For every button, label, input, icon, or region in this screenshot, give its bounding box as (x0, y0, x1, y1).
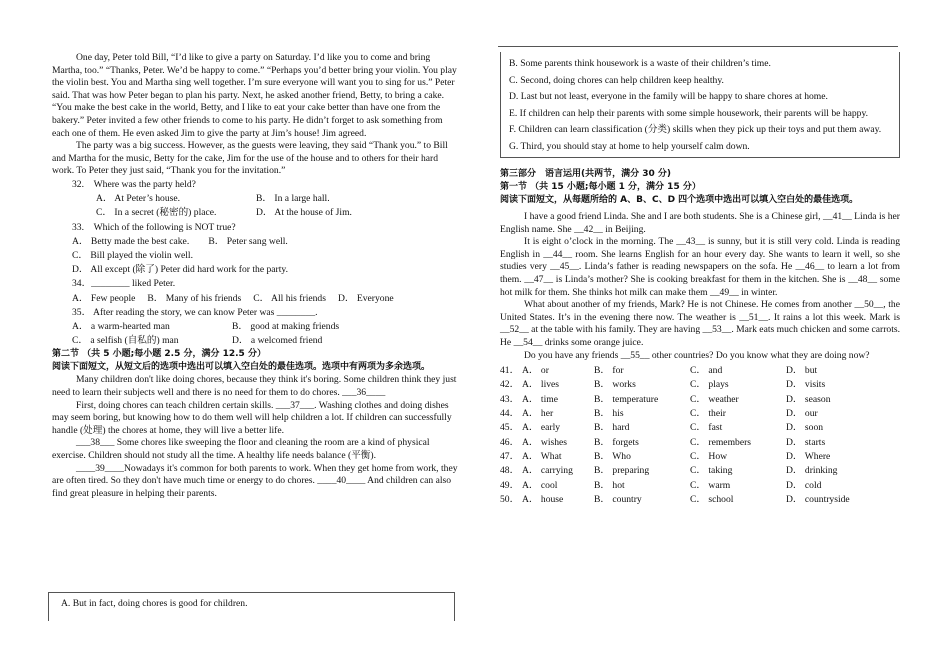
answer-option: D． visits (786, 379, 826, 391)
answer-option: B． forgets (594, 436, 639, 448)
answer-row (500, 450, 900, 464)
option-c: C. Second, doing chores can help children keep healthy. (509, 74, 724, 86)
answer-row (500, 493, 900, 507)
answer-option: A． time (522, 393, 558, 405)
answer-option: B． works (594, 379, 636, 391)
part-3-title: 第三部分 语言运用(共两节，满分 30 分) (500, 169, 672, 179)
part-3-instructions: 阅读下面短文，从每题所给的 A、B、C、D 四个选项中选出可以填入空白处的最佳选项。 (500, 195, 859, 205)
answer-option: A． or (522, 365, 549, 377)
option-b: B. Some parents think housework is a waste of their children’s time. (509, 58, 771, 69)
answer-option: A． her (522, 408, 554, 420)
section-2-title: 第二节 （共 5 小题;每小题 2.5 分，满分 12.5 分） (52, 349, 266, 360)
answer-row (500, 479, 900, 493)
option-f: F. Children can learn classification (分类) skills when they pick up their toys and put them away. (509, 124, 882, 135)
answer-option: D． but (786, 365, 818, 377)
answer-option: B． hard (594, 422, 630, 434)
answer-option: A． What (522, 450, 562, 462)
question-32: 32. Where was the party held? (72, 178, 196, 190)
passage-paragraph: One day, Peter told Bill, “I’d like to give a party on Saturday. I’d like you to come and bring Martha, too.” “Thanks, Peter. We’d be happy to come.” “Perhaps you’d better bring your violin. You play the violin best. You and Martha sing well together. I’m sure everyone will want you to sing for us.” Peter said. That was how Peter began to plan his party. Next, he asked another friend, Betty, to bring a cake. “You make the best cake in the world, Betty, and I like to eat your cake better than have one from the bakery.” Peter invited a few other friends to come to his party. He didn’t forget to ask something from each one of them. He even asked Jim to give the party at Jim’s house! Jim agreed. (52, 52, 457, 139)
left-column (52, 52, 460, 500)
question-34: 34．________ liked Peter. (72, 278, 176, 290)
question-number: 49． (500, 479, 520, 491)
cloze-passage (500, 211, 900, 362)
part-3-section-1-title: 第一节 （共 15 小题;每小题 1 分，满分 15 分） (500, 182, 701, 192)
answer-row (500, 378, 900, 392)
option: A． Betty made the best cake. B． Peter sang well. (72, 235, 288, 247)
answer-option: B． temperature (594, 393, 659, 405)
answer-option: C． weather (690, 393, 739, 405)
answer-option: C． plays (690, 379, 729, 391)
answer-option: C． remembers (690, 436, 752, 448)
question-number: 48． (500, 465, 520, 477)
answer-option: C． school (690, 493, 734, 505)
answer-option: B． country (594, 493, 642, 505)
q35-options-ab (52, 320, 460, 334)
option: C． In a secret (秘密的) place. (96, 207, 217, 219)
question-35: 35． After reading the story, we can know Peter was ________. (72, 306, 318, 318)
passage-paragraph: First, doing chores can teach children certain skills. ___37___. Washing clothes and doing dishes may seem boring, but knowing how to do them well will help children a lot. If children can successfully handle (处理) the chores at home, they will live a better life. (52, 399, 452, 436)
answer-row (500, 407, 900, 421)
option-g: G. Third, you should stay at home to help yourself calm down. (509, 140, 750, 152)
answer-option: A． cool (522, 479, 558, 491)
option: D． At the house of Jim. (256, 207, 352, 219)
options-box-right (500, 52, 900, 158)
answer-option: C． and (690, 365, 723, 377)
answer-option: A． carrying (522, 465, 573, 477)
option: B． In a large hall. (256, 193, 330, 205)
question-number: 44． (500, 408, 520, 420)
q35-options-cd (52, 334, 460, 348)
answer-row (500, 421, 900, 435)
cloze-paragraph: Do you have any friends __55__ other countries? Do you know what they are doing now? (524, 349, 870, 361)
option: D． a welcomed friend (232, 335, 323, 347)
answer-option: A． wishes (522, 436, 568, 448)
answer-row (500, 393, 900, 407)
answer-option: A． lives (522, 379, 560, 391)
q34-options: A． Few people B． Many of his friends C． All his friends D． Everyone (72, 292, 394, 304)
answer-option: D． Where (786, 450, 831, 462)
answer-option: B． his (594, 408, 624, 420)
passage-paragraph: ___38___ Some chores like sweeping the floor and cleaning the room are a kind of physical exercise. Children should not study all the time. A healthy life needs balance (平衡). (52, 437, 430, 461)
answer-option: D． starts (786, 436, 826, 448)
answer-options-table (500, 364, 900, 507)
passage-paragraph: ____39____Nowadays it's common for both parents to work. When they get home from work, they are often tired. So they don't have much time or energy to do chores. ____40____ And children can also find great pleasure in helping their parents. (52, 462, 458, 499)
option: C． a selfish (自私的) man (72, 335, 179, 347)
q32-options-ab (52, 192, 460, 206)
question-number: 42． (500, 379, 520, 391)
question-33: 33. Which of the following is NOT true? (72, 221, 236, 233)
cloze-paragraph: It is eight o’clock in the morning. The __43__ is sunny, but it is still very cold. Linda is reading English in __44__ room. She learns English for an hour every day. She wants to learn it well, so she studies very __45__. Linda’s father is reading newspapers on the sofa. He __46__ to learn a lot from them. __47__ is Linda’s mother? She is cooking breakfast for them in the kitchen. She is __48__ some hot milk for them. She thinks hot milk can make them __49__ in winter. (500, 236, 900, 298)
cloze-paragraph: I have a good friend Linda. She and I are both students. She is a Chinese girl, __41__ Linda is her English name. She __42__ in Beijing. (500, 211, 900, 235)
answer-option: D． cold (786, 479, 822, 491)
question-number: 45． (500, 422, 520, 434)
option: A． a warm-hearted man (72, 320, 170, 332)
option: B． good at making friends (232, 320, 340, 332)
option-e: E. If children can help their parents with some simple housework, their parents will be happy. (509, 107, 869, 119)
answer-option: B． Who (594, 450, 631, 462)
answer-option: C． their (690, 408, 726, 420)
answer-row (500, 464, 900, 478)
section-2-instructions: 阅读下面短文，从短文后的选项中选出可以填入空白处的最佳选项。选项中有两项为多余选项。 (52, 362, 431, 373)
answer-option: D． season (786, 393, 831, 405)
answer-option: C． fast (690, 422, 723, 434)
option: A． At Peter’s house. (96, 193, 181, 205)
passage-paragraph: Many children don't like doing chores, because they think it's boring. Some children think they just need to learn their subjects well and there is no need for them to do chores. ___36____ (52, 374, 457, 398)
options-box-left (48, 592, 455, 621)
option-a: A. But in fact, doing chores is good for children. (61, 598, 248, 609)
answer-option: C． warm (690, 479, 731, 491)
question-number: 41． (500, 365, 520, 377)
answer-option: D． countryside (786, 493, 850, 505)
answer-option: B． for (594, 365, 624, 377)
answer-option: D． our (786, 408, 818, 420)
cloze-paragraph: What about another of my friends, Mark? He is not Chinese. He comes from another __50__, the United States. It’s in the evening there now. The weather is __51__. It rains a lot this week. Mark is __52__ at the table with his family. They are having __53__. Mark eats much chicken and some carrots. He __54__ drinks some orange juice. (500, 299, 900, 348)
passage-paragraph: The party was a big success. However, as the guests were leaving, they said “Thank you.” to Bill and Martha for the music, Betty for the cake, Jim for the use of the house and to others for their hard work. To Peter they just said, “Thank you for the invitation.” (52, 140, 448, 177)
question-number: 47． (500, 450, 520, 462)
answer-option: D． soon (786, 422, 824, 434)
option-d: D. Last but not least, everyone in the family will be happy to share chores at home. (509, 91, 828, 102)
answer-option: C． taking (690, 465, 733, 477)
answer-option: B． hot (594, 479, 625, 491)
question-number: 43． (500, 393, 520, 405)
option: D． All except (除了) Peter did hard work for the party. (72, 264, 288, 276)
answer-option: A． early (522, 422, 561, 434)
option: C． Bill played the violin well. (72, 249, 193, 261)
top-border-line (498, 46, 898, 47)
answer-option: C． How (690, 450, 728, 462)
answer-option: D． drinking (786, 465, 838, 477)
question-number: 46． (500, 436, 520, 448)
answer-row (500, 364, 900, 378)
right-column (500, 52, 900, 507)
answer-option: A． house (522, 493, 564, 505)
answer-row (500, 436, 900, 450)
answer-option: B． preparing (594, 465, 650, 477)
question-number: 50． (500, 493, 520, 505)
q32-options-cd (52, 206, 460, 220)
